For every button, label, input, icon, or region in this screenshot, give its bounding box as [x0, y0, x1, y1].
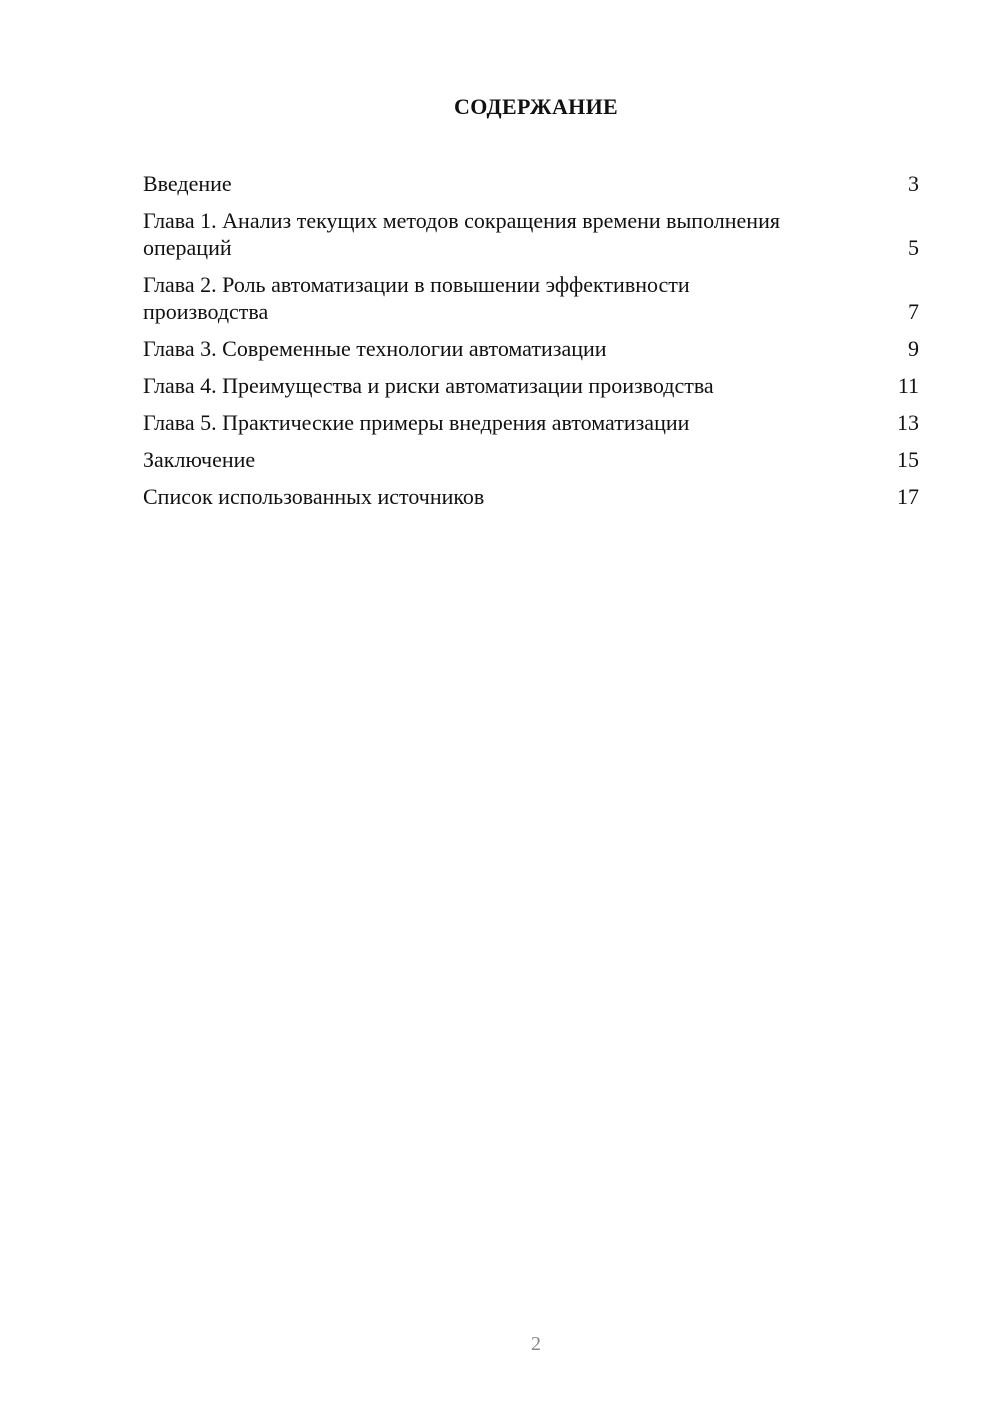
- toc-entry-page-number: 13: [897, 410, 919, 435]
- page-number: 2: [531, 1333, 541, 1355]
- toc-entry-chapter-4: [143, 372, 919, 399]
- toc-entry-page-number: 3: [908, 171, 919, 196]
- toc-entry-page-number: 9: [908, 336, 919, 361]
- toc-entry-page-number: 11: [897, 373, 919, 398]
- toc-entry-chapter-5: [143, 409, 919, 436]
- toc-entry-chapter-2: [143, 271, 919, 325]
- toc-entry-page-number: 15: [897, 447, 919, 472]
- toc-entry-title: Заключение: [143, 447, 256, 472]
- toc-entry-title: Глава 1. Анализ текущих методов сокращения времени выполнения операций: [143, 208, 780, 260]
- toc-entry-title: Список использованных источников: [143, 484, 485, 509]
- toc-entry-page-number: 5: [908, 235, 919, 260]
- table-of-contents: [143, 170, 919, 520]
- toc-entry-introduction: [143, 170, 919, 197]
- toc-entry-conclusion: [143, 446, 919, 473]
- toc-entry-chapter-1: [143, 207, 919, 261]
- toc-entry-title: Глава 3. Современные технологии автоматизации: [143, 336, 607, 361]
- toc-entry-page-number: 17: [897, 484, 919, 509]
- toc-entry-title: Глава 5. Практические примеры внедрения автоматизации: [143, 410, 690, 435]
- toc-entry-references: [143, 483, 919, 510]
- toc-entry-title: Глава 2. Роль автоматизации в повышении эффективности производства: [143, 272, 690, 324]
- toc-entry-title: Глава 4. Преимущества и риски автоматизации производства: [143, 373, 714, 398]
- toc-entry-title: Введение: [143, 171, 232, 196]
- toc-entry-page-number: 7: [908, 299, 919, 324]
- toc-entry-chapter-3: [143, 335, 919, 362]
- page-title: СОДЕРЖАНИЕ: [454, 94, 618, 119]
